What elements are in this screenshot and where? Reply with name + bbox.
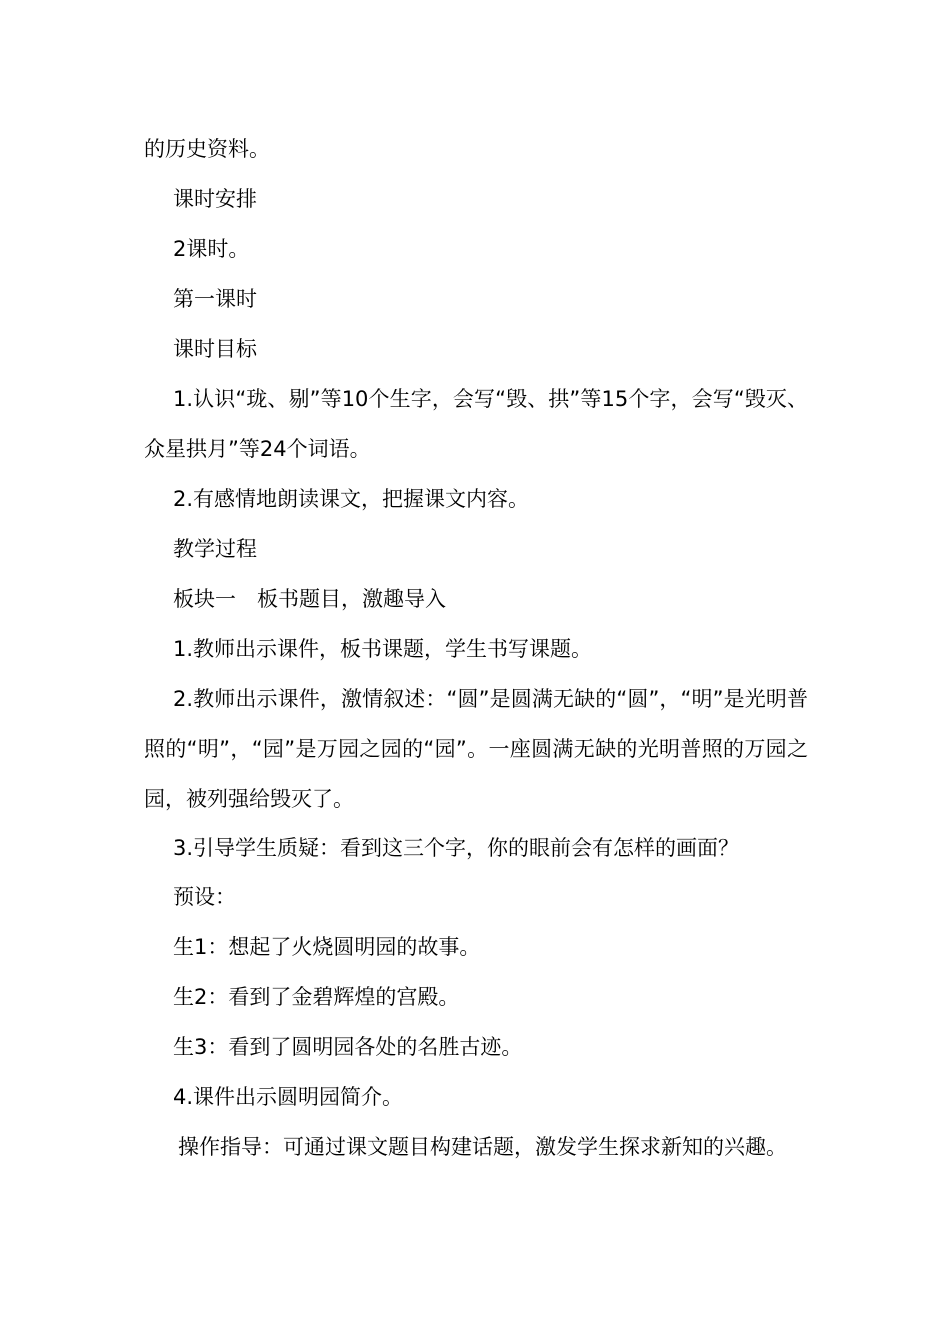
heading-lesson-goals: 课时目标 bbox=[173, 337, 257, 361]
heading-section-1: 板块一 板书题目，激趣导入 bbox=[173, 587, 446, 611]
paragraph-preset: 预设： bbox=[173, 885, 236, 909]
paragraph-history-material: 的历史资料。 bbox=[144, 137, 270, 161]
paragraph-goal-2: 2.有感情地朗读课文，把握课文内容。 bbox=[173, 487, 530, 511]
paragraph-student-1: 生1：想起了火烧圆明园的故事。 bbox=[173, 935, 481, 959]
paragraph-step-3: 3.引导学生质疑：看到这三个字，你的眼前会有怎样的画面？ bbox=[173, 836, 740, 860]
heading-first-lesson: 第一课时 bbox=[173, 287, 257, 311]
heading-lesson-arrangement: 课时安排 bbox=[173, 187, 257, 211]
paragraph-student-3: 生3：看到了圆明园各处的名胜古迹。 bbox=[173, 1035, 523, 1059]
paragraph-goal-1: 1.认识“珑、剔”等10个生字，会写“毁、拱”等15个字，会写“毁灭、众星拱月”等24个词语。 bbox=[144, 387, 808, 461]
paragraph-step-1: 1.教师出示课件，板书课题，学生书写课题。 bbox=[173, 637, 593, 661]
paragraph-operation-guide: 操作指导：可通过课文题目构建话题，激发学生探求新知的兴趣。 bbox=[178, 1135, 787, 1159]
paragraph-step-4: 4.课件出示圆明园简介。 bbox=[173, 1085, 404, 1109]
heading-teaching-process: 教学过程 bbox=[173, 537, 257, 561]
paragraph-lesson-count: 2课时。 bbox=[173, 237, 250, 261]
paragraph-step-2: 2.教师出示课件，激情叙述：“圆”是圆满无缺的“圆”，“明”是光明普照的“明”，“园”是万园之园的“园”。一座圆满无缺的光明普照的万园之园，被列强给毁灭了。 bbox=[144, 687, 808, 811]
paragraph-student-2: 生2：看到了金碧辉煌的宫殿。 bbox=[173, 985, 460, 1009]
